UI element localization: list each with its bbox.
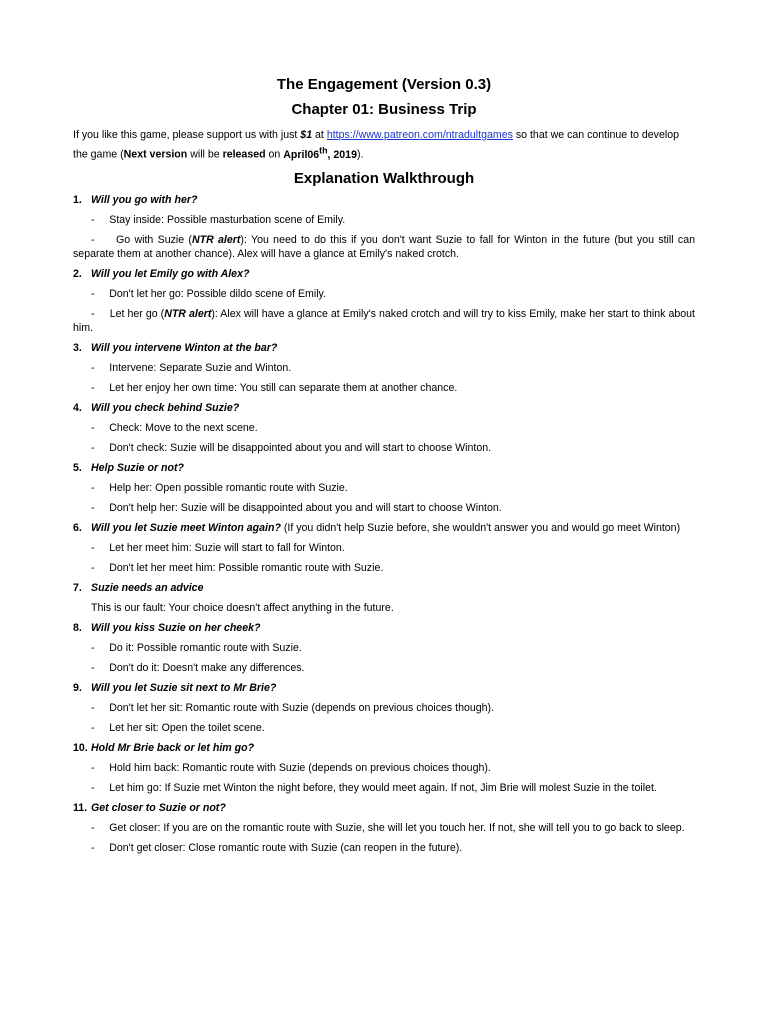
question-11 [73, 801, 695, 815]
question-7 [73, 581, 695, 595]
walkthrough-list [73, 193, 695, 861]
question-6 [73, 521, 695, 535]
ntr-alert-label: NTR alert [191, 233, 241, 246]
question-8 [73, 621, 695, 635]
question-number: 8. [73, 621, 82, 634]
option-3-2: - Let her enjoy her own time: You still can separate them at another chance. [91, 381, 458, 394]
question-number: 10. [73, 741, 88, 754]
release-year: , 2019 [327, 148, 357, 161]
question-10 [73, 741, 695, 755]
option-3-1: - Intervene: Separate Suzie and Winton. [91, 361, 292, 374]
option-1-2: - Go with Suzie (NTR alert): You need to do this if you don't want Suzie to fall for Winton in the future (but you still can separate them at another chance). Alex will have a glance at Emily's naked crotch. [73, 233, 695, 260]
intro-text: at [312, 129, 327, 141]
option-8-1: - Do it: Possible romantic route with Suzie. [91, 641, 302, 654]
intro-paragraph [73, 128, 695, 163]
section-title: Explanation Walkthrough [293, 169, 475, 187]
option-11-1: - Get closer: If you are on the romantic route with Suzie, she will let you touch her. If not, she will tell you to go back to sleep. [91, 821, 685, 834]
question-number: 4. [73, 401, 82, 414]
intro-text: so that we can continue to develop the game ( [73, 129, 679, 161]
question-2 [73, 267, 695, 281]
question-text: Help Suzie or not? [91, 461, 184, 474]
option-11-2: - Don't get closer: Close romantic route with Suzie (can reopen in the future). [91, 841, 463, 854]
question-text: Will you let Emily go with Alex? [91, 267, 250, 280]
release-date: April06 [283, 148, 320, 161]
option-10-1: - Hold him back: Romantic route with Suzie (depends on previous choices though). [91, 761, 491, 774]
question-note: This is our fault: Your choice doesn't affect anything in the future. [91, 601, 394, 614]
released-label: released [222, 148, 266, 161]
question-number: 7. [73, 581, 82, 594]
question-text: Get closer to Suzie or not? [91, 801, 226, 814]
question-text: Will you let Suzie meet Winton again? [91, 521, 281, 534]
next-version-label: Next version [123, 148, 188, 161]
intro-text: on [265, 148, 284, 161]
question-note: (If you didn't help Suzie before, she wouldn't answer you and would go meet Winton) [280, 521, 681, 534]
document-title: The Engagement (Version 0.3) [276, 76, 492, 93]
question-number: 3. [73, 341, 82, 354]
intro-text: If you like this game, please support us with just [73, 129, 301, 141]
question-5 [73, 461, 695, 475]
question-text: Suzie needs an advice [91, 581, 204, 594]
release-date-suffix: th [319, 145, 328, 155]
question-number: 6. [73, 521, 82, 534]
option-2-1: - Don't let her go: Possible dildo scene of Emily. [91, 287, 327, 300]
question-4 [73, 401, 695, 415]
question-number: 11. [73, 801, 88, 814]
option-2-2: - Let her go (NTR alert): Alex will have a glance at Emily's naked crotch and will try to kiss Emily, make her start to think about him. [73, 307, 696, 334]
option-9-2: - Let her sit: Open the toilet scene. [91, 721, 265, 734]
ntr-alert-label: NTR alert [164, 307, 212, 320]
question-9 [73, 681, 695, 695]
option-4-1: - Check: Move to the next scene. [91, 421, 258, 434]
option-4-2: - Don't check: Suzie will be disappointed about you and will start to choose Winton. [91, 441, 492, 454]
question-3 [73, 341, 695, 355]
option-10-2: - Let him go: If Suzie met Winton the night before, they would meet again. If not, Jim Brie will molest Suzie in the toilet. [91, 781, 657, 794]
support-amount: $1 [300, 129, 313, 141]
option-9-1: - Don't let her sit: Romantic route with Suzie (depends on previous choices though). [91, 701, 495, 714]
question-number: 2. [73, 267, 82, 280]
option-5-1: - Help her: Open possible romantic route with Suzie. [91, 481, 348, 494]
question-text: Will you intervene Winton at the bar? [91, 341, 278, 354]
intro-text: will be [187, 148, 223, 161]
question-number: 1. [73, 193, 82, 206]
question-text: Will you kiss Suzie on her cheek? [91, 621, 261, 634]
question-text: Will you let Suzie sit next to Mr Brie? [91, 681, 277, 694]
option-6-1: - Let her meet him: Suzie will start to fall for Winton. [91, 541, 345, 554]
question-text: Will you check behind Suzie? [91, 401, 240, 414]
option-1-1: - Stay inside: Possible masturbation scene of Emily. [91, 213, 346, 226]
intro-text: ). [356, 148, 364, 161]
option-8-2: - Don't do it: Doesn't make any differences. [91, 661, 305, 674]
option-6-2: - Don't let her meet him: Possible romantic route with Suzie. [91, 561, 384, 574]
chapter-title: Chapter 01: Business Trip [291, 101, 477, 118]
question-text: Will you go with her? [91, 193, 198, 206]
patreon-link[interactable]: https://www.patreon.com/ntradultgames [326, 129, 513, 141]
question-1 [73, 193, 695, 207]
question-text: Hold Mr Brie back or let him go? [91, 741, 255, 754]
question-number: 9. [73, 681, 82, 694]
option-5-2: - Don't help her: Suzie will be disappointed about you and will start to choose Winton. [91, 501, 502, 514]
question-number: 5. [73, 461, 82, 474]
